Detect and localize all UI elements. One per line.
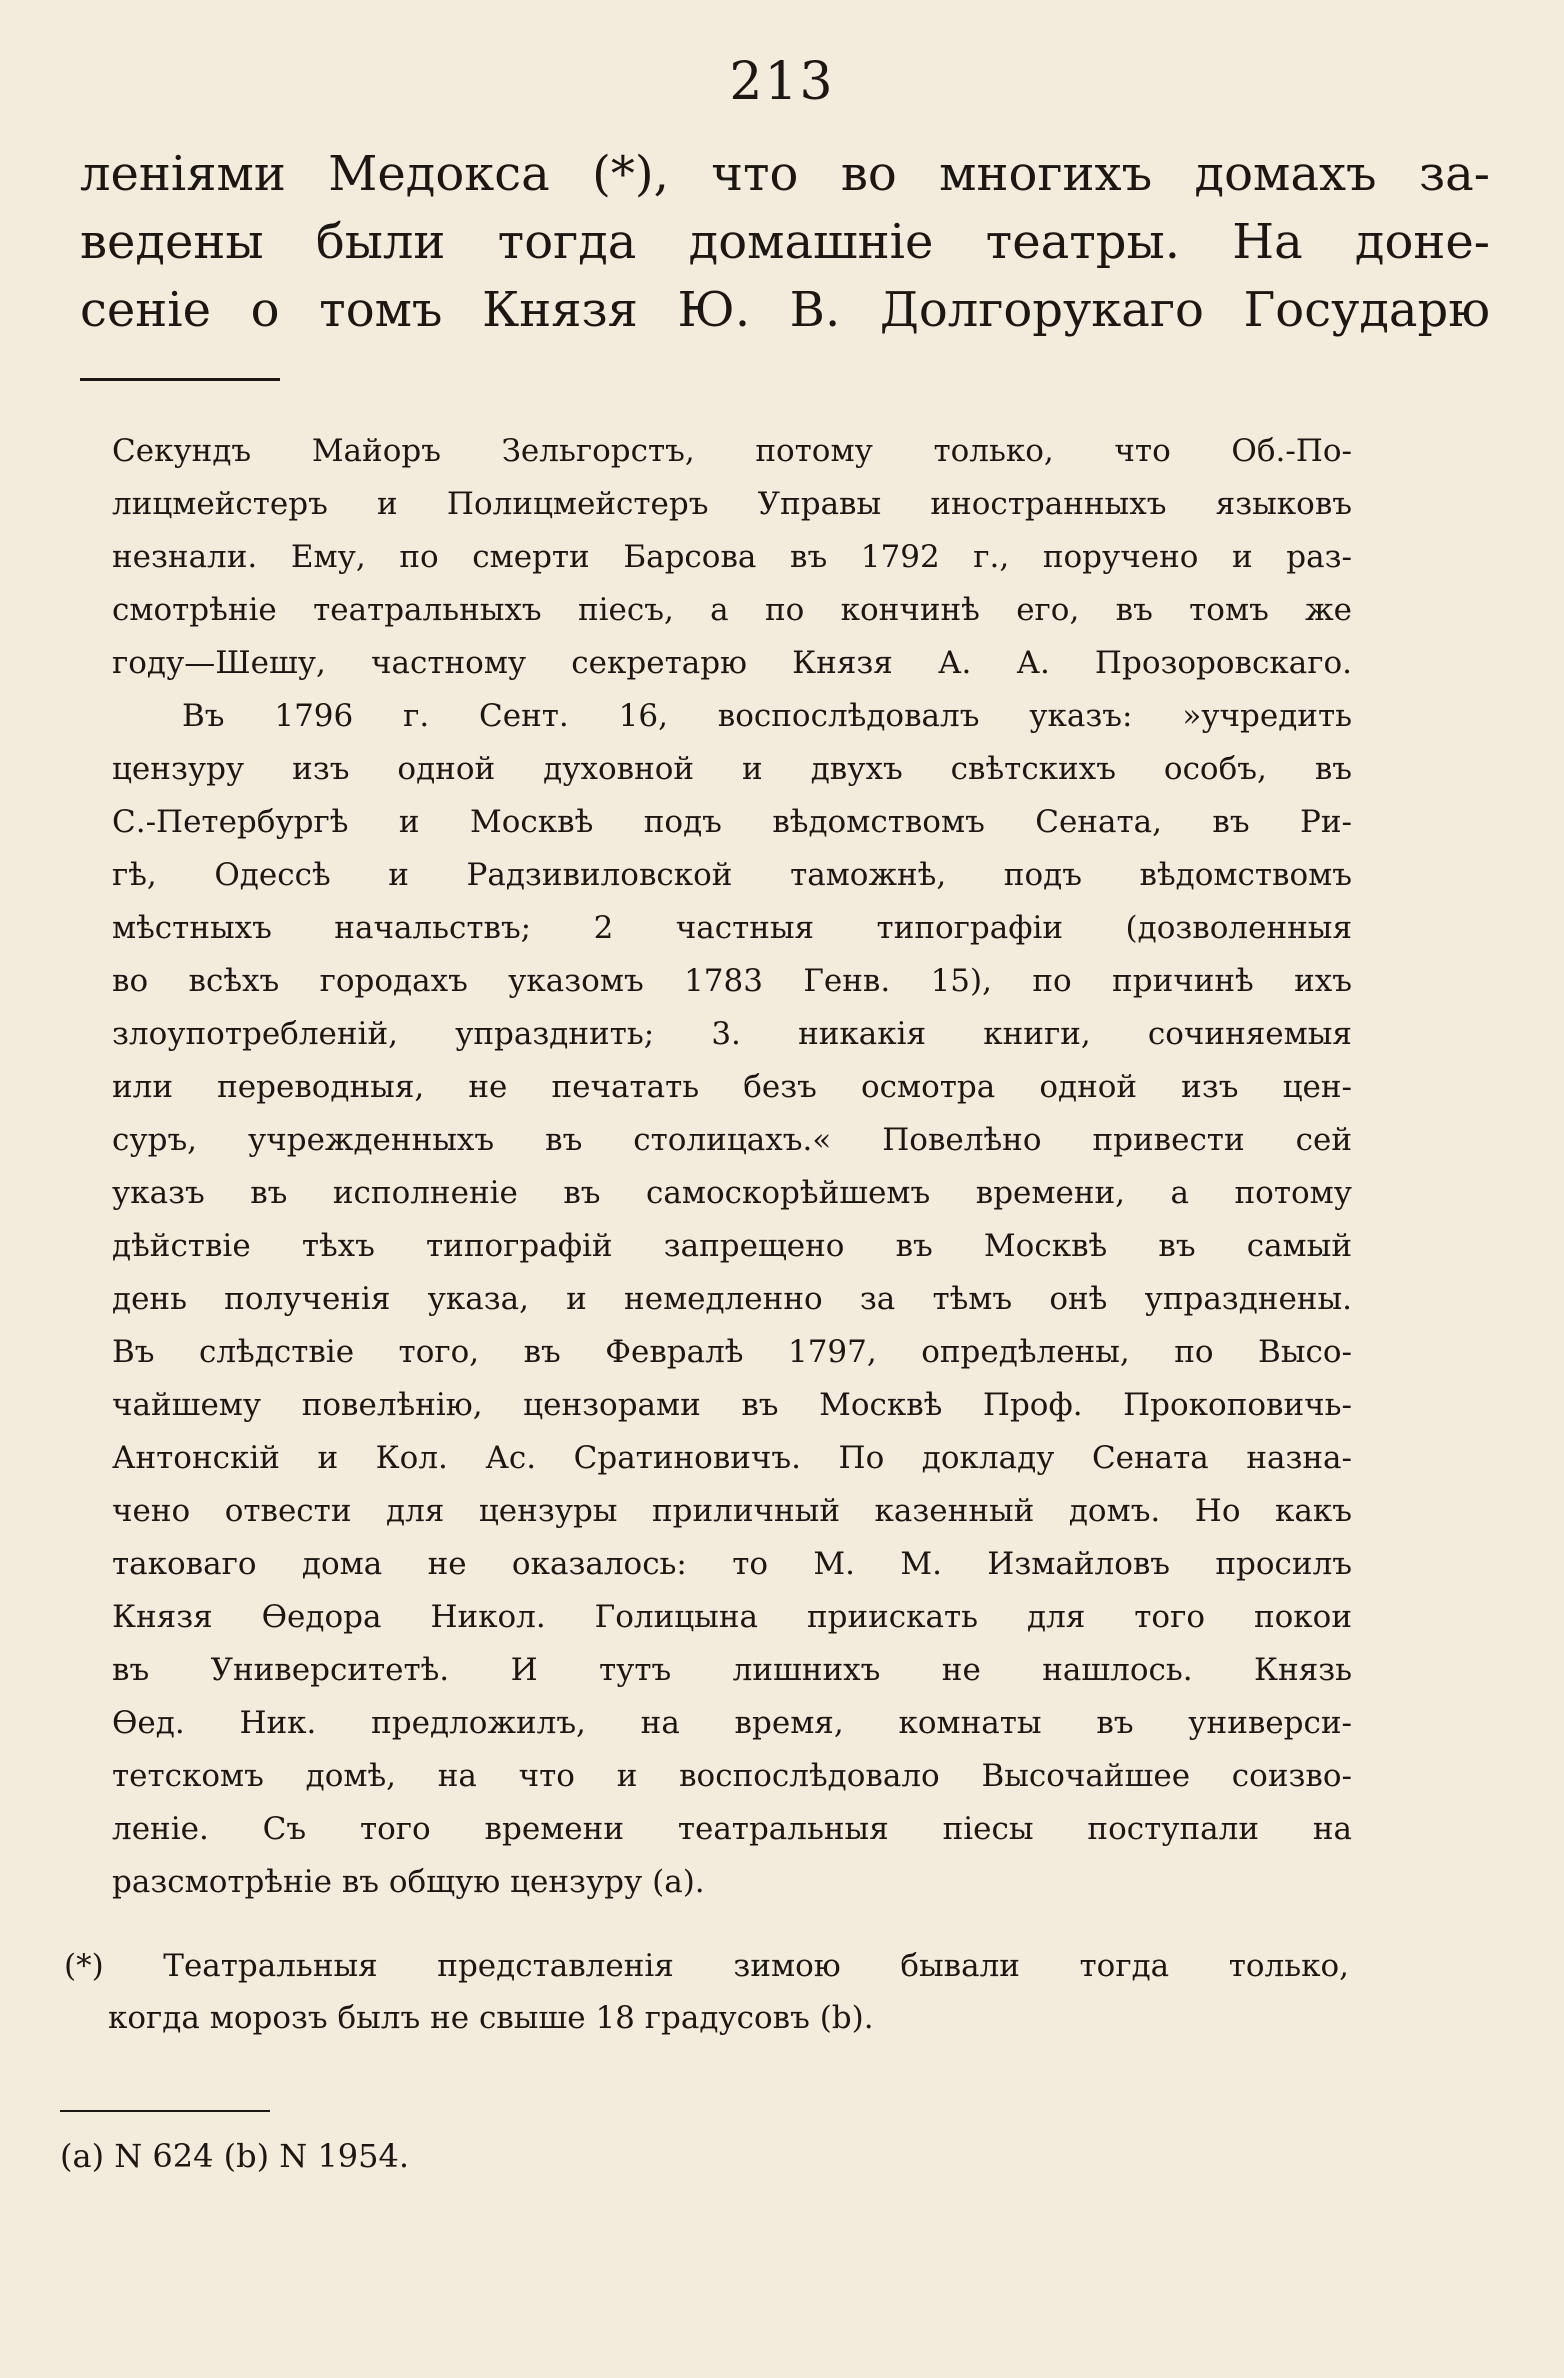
footnote-line: Въ 1796 г. Сент. 16, воспослѣдовалъ указъ: »учредить bbox=[182, 698, 1352, 734]
references: (а) N 624 (b) N 1954. bbox=[60, 2137, 410, 2175]
footnote-line: леніе. Съ того времени театральныя піесы поступали на bbox=[112, 1811, 1352, 1847]
footnote-line: Өед. Ник. предложилъ, на время, комнаты въ универси- bbox=[112, 1705, 1352, 1741]
footnote-line: чайшему повелѣнію, цензорами въ Москвѣ Проф. Прокоповичь- bbox=[112, 1387, 1352, 1423]
main-text-line: сеніе о томъ Князя Ю. В. Долгорукаго Государю bbox=[80, 282, 1490, 338]
footnote-line: разсмотрѣніе въ общую цензуру (а). bbox=[112, 1864, 705, 1900]
footnote-line: Секундъ Майоръ Зельгорстъ, потому только, что Об.-По- bbox=[112, 433, 1352, 469]
main-text-line: леніями Медокса (*), что во многихъ домахъ за- bbox=[80, 146, 1490, 202]
asterisk-note-line: (*) Театральныя представленія зимою бывали тогда только, bbox=[64, 1948, 1349, 1984]
footnote-line: тетскомъ домѣ, на что и воспослѣдовало Высочайшее соизво- bbox=[112, 1758, 1352, 1794]
footnote-line: С.-Петербургѣ и Москвѣ подъ вѣдомствомъ Сената, въ Ри- bbox=[112, 804, 1352, 840]
footnote-line: суръ, учрежденныхъ въ столицахъ.« Повелѣно привести сей bbox=[112, 1122, 1352, 1158]
footnote-line: чено отвести для цензуры приличный казенный домъ. Но какъ bbox=[112, 1493, 1352, 1529]
asterisk-note-line: когда морозъ былъ не свыше 18 градусовъ (b). bbox=[108, 2000, 874, 2036]
footnote-line: цензуру изъ одной духовной и двухъ свѣтскихъ особъ, въ bbox=[112, 751, 1352, 787]
footnote-line: Князя Өедора Никол. Голицына приискать для того покои bbox=[112, 1599, 1352, 1635]
footnote-line: смотрѣніе театральныхъ піесъ, а по кончинѣ его, въ томъ же bbox=[112, 592, 1352, 628]
footnote-text bbox=[112, 425, 1352, 1909]
footnote-line: таковаго дома не оказалось: то М. М. Измайловъ просилъ bbox=[112, 1546, 1352, 1582]
main-text-line: ведены были тогда домашніе театры. На доне- bbox=[80, 214, 1490, 270]
footnote-divider bbox=[80, 378, 280, 381]
footnote-line: году—Шешу, частному секретарю Князя А. А. Прозоровскаго. bbox=[112, 645, 1352, 681]
footnote-line: указъ въ исполненіе въ самоскорѣйшемъ времени, а потому bbox=[112, 1175, 1352, 1211]
footnote-line: дѣйствіе тѣхъ типографій запрещено въ Москвѣ въ самый bbox=[112, 1228, 1352, 1264]
footnote-line: Въ слѣдствіе того, въ Февралѣ 1797, опредѣлены, по Высо- bbox=[112, 1334, 1352, 1370]
footnote-line: день полученія указа, и немедленно за тѣмъ онѣ упразднены. bbox=[112, 1281, 1352, 1317]
footnote-line: незнали. Ему, по смерти Барсова въ 1792 г., поручено и раз- bbox=[112, 539, 1352, 575]
footnote-line: гѣ, Одессѣ и Радзивиловской таможнѣ, подъ вѣдомствомъ bbox=[112, 857, 1352, 893]
footnote-line: злоупотребленій, упразднить; 3. никакія книги, сочиняемыя bbox=[112, 1016, 1352, 1052]
footnote-line: Антонскій и Кол. Ас. Сратиновичъ. По докладу Сената назна- bbox=[112, 1440, 1352, 1476]
footnote-line: въ Университетѣ. И тутъ лишнихъ не нашлось. Князь bbox=[112, 1652, 1352, 1688]
asterisk-note bbox=[64, 1940, 1349, 2044]
footnote-line: мѣстныхъ начальствъ; 2 частныя типографіи (дозволенныя bbox=[112, 910, 1352, 946]
page-number: 213 bbox=[729, 52, 835, 112]
footnote-line: во всѣхъ городахъ указомъ 1783 Генв. 15), по причинѣ ихъ bbox=[112, 963, 1352, 999]
footnote-line: или переводныя, не печатать безъ осмотра одной изъ цен- bbox=[112, 1069, 1352, 1105]
references-divider bbox=[60, 2110, 270, 2112]
footnote-line: лицмейстеръ и Полицмейстеръ Управы иностранныхъ языковъ bbox=[112, 486, 1352, 522]
main-text bbox=[80, 140, 1490, 344]
